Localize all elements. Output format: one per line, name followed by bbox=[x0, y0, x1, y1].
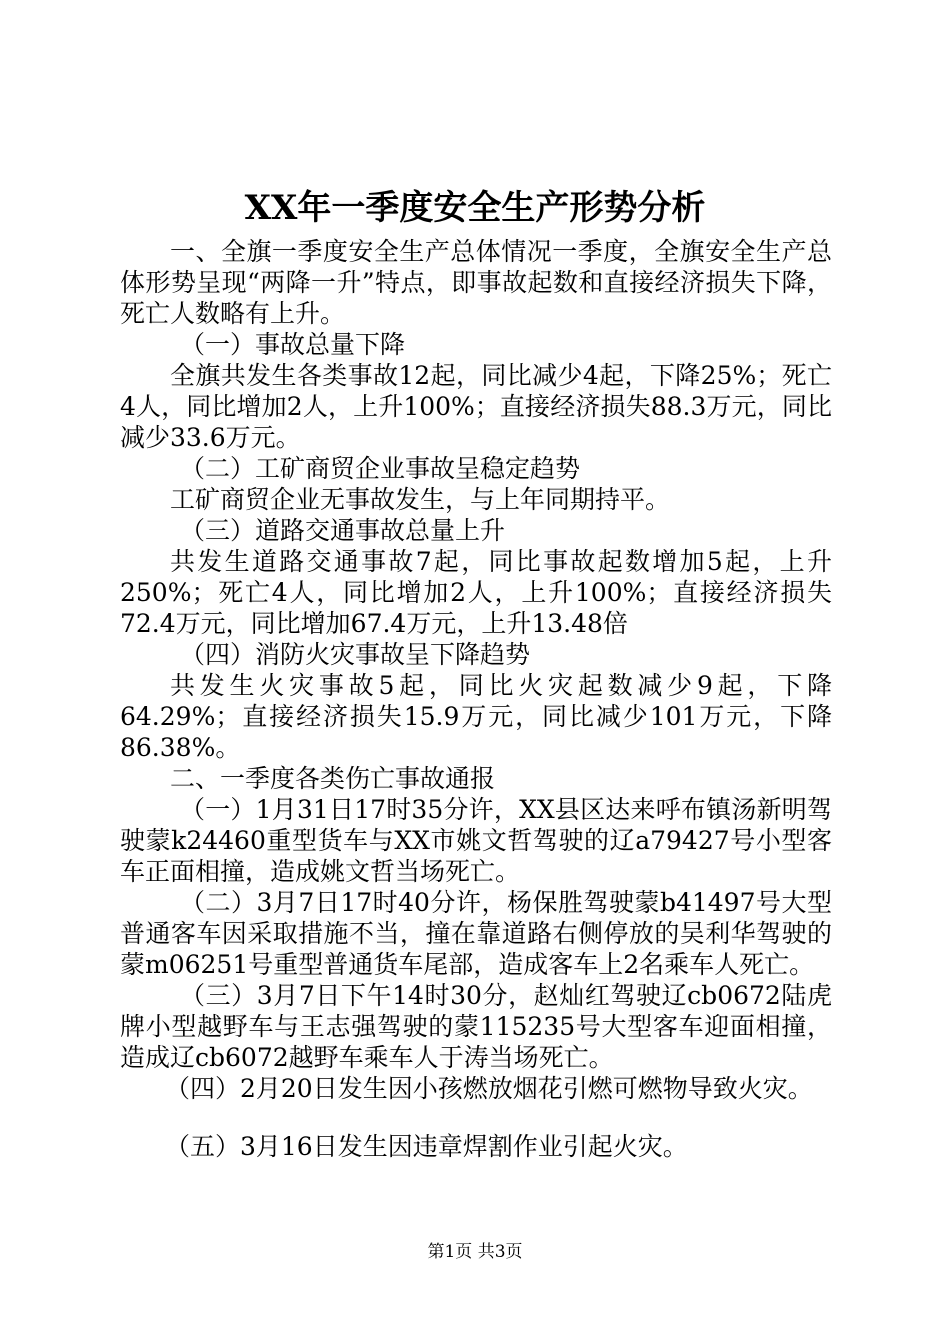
document-body bbox=[120, 236, 832, 1162]
heading-accident-total: （一）事故总量下降 bbox=[180, 330, 406, 359]
heading-industry: （二）工矿商贸企业事故呈稳定趋势 bbox=[180, 454, 581, 483]
heading-traffic: （三）道路交通事故总量上升 bbox=[180, 516, 506, 545]
paragraph-industry: 工矿商贸企业无事故发生，与上年同期持平。 bbox=[170, 485, 671, 514]
paragraph-overview: 一、全旗一季度安全生产总体情况一季度，全旗安全生产总体形势呈现“两降一升”特点，即事故起数和直接经济损失下降，死亡人数略有上升。 bbox=[120, 237, 832, 328]
paragraph-accident-total: 全旗共发生各类事故12起，同比减少4起，下降25%；死亡4人，同比增加2人，上升100%；直接经济损失88.3万元，同比减少33.6万元。 bbox=[120, 361, 832, 452]
heading-fire: （四）消防火灾事故呈下降趋势 bbox=[180, 640, 531, 669]
paragraph-case-3: （三）3月7日下午14时30分，赵灿红驾驶辽cb0672陆虎牌小型越野车与王志强驾驶的蒙115235号大型客车迎面相撞，造成辽cb6072越野车乘车人于涛当场死亡。 bbox=[120, 981, 832, 1072]
paragraph-traffic: 共发生道路交通事故7起，同比事故起数增加5起，上升250%；死亡4人，同比增加2人，上升100%；直接经济损失72.4万元，同比增加67.4万元，上升13.48倍 bbox=[120, 547, 832, 638]
paragraph-case-5: （五）3月16日发生因违章焊割作业引起火灾。 bbox=[165, 1132, 688, 1161]
paragraph-case-4: （四）2月20日发生因小孩燃放烟花引燃可燃物导致火灾。 bbox=[165, 1074, 813, 1103]
heading-casualty-report: 二、一季度各类伤亡事故通报 bbox=[170, 764, 496, 793]
page-number: 第1页 共3页 bbox=[427, 1242, 523, 1262]
paragraph-case-2: （二）3月7日17时40分许，杨保胜驾驶蒙b41497号大型普通客车因采取措施不当，撞在靠道路右侧停放的吴利华驾驶的蒙m06251号重型普通货车尾部，造成客车上2名乘车人死亡。 bbox=[120, 888, 832, 979]
document-title: XX年一季度安全生产形势分析 bbox=[244, 188, 706, 228]
paragraph-case-1: （一）1月31日17时35分许，XX县区达来呼布镇汤新明驾驶蒙k24460重型货车与XX市姚文哲驾驶的辽a79427号小型客车正面相撞，造成姚文哲当场死亡。 bbox=[120, 795, 832, 886]
paragraph-fire: 共发生火灾事故5起，同比火灾起数减少9起，下降64.29%；直接经济损失15.9万元，同比减少101万元，下降86.38%。 bbox=[120, 671, 832, 762]
